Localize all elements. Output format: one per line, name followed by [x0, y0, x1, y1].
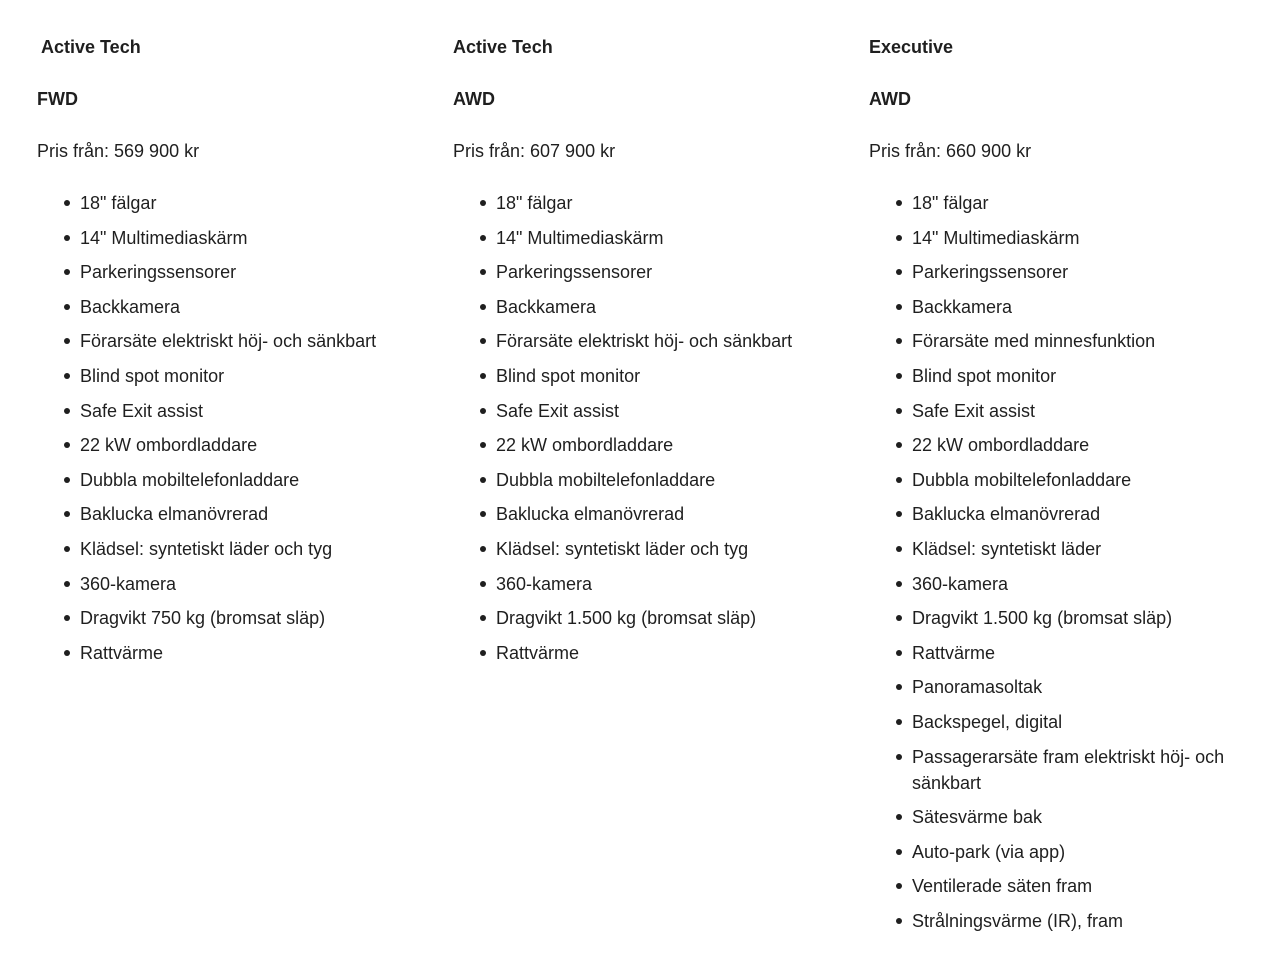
feature-item: Rattvärme — [496, 640, 853, 666]
feature-item: Backkamera — [496, 294, 853, 320]
feature-item: Rattvärme — [80, 640, 437, 666]
feature-item: Ventilerade säten fram — [912, 873, 1249, 899]
trim-column-active-tech-fwd — [37, 34, 437, 674]
feature-list — [453, 190, 853, 666]
feature-item: Baklucka elmanövrerad — [80, 501, 437, 527]
feature-item: 360-kamera — [912, 571, 1249, 597]
feature-item: 14" Multimediaskärm — [496, 225, 853, 251]
feature-item: 360-kamera — [496, 571, 853, 597]
feature-item: Auto-park (via app) — [912, 839, 1249, 865]
feature-item: Dragvikt 750 kg (bromsat släp) — [80, 605, 437, 631]
feature-item: Dubbla mobiltelefonladdare — [912, 467, 1249, 493]
feature-item: Backkamera — [912, 294, 1249, 320]
feature-item: Klädsel: syntetiskt läder — [912, 536, 1249, 562]
feature-item: Baklucka elmanövrerad — [496, 501, 853, 527]
feature-item: Blind spot monitor — [496, 363, 853, 389]
feature-item: Safe Exit assist — [80, 398, 437, 424]
feature-item: Blind spot monitor — [912, 363, 1249, 389]
price-from: Pris från: 569 900 kr — [37, 141, 200, 161]
price-from: Pris från: 607 900 kr — [453, 141, 616, 161]
drive-type: AWD — [869, 89, 911, 109]
feature-item: Klädsel: syntetiskt läder och tyg — [80, 536, 437, 562]
feature-item: Dubbla mobiltelefonladdare — [496, 467, 853, 493]
feature-item: Strålningsvärme (IR), fram — [912, 908, 1249, 934]
feature-item: 22 kW ombordladdare — [496, 432, 853, 458]
feature-item: Dubbla mobiltelefonladdare — [80, 467, 437, 493]
feature-item: 360-kamera — [80, 571, 437, 597]
feature-item: Parkeringssensorer — [80, 259, 437, 285]
feature-item: Parkeringssensorer — [496, 259, 853, 285]
drive-type: AWD — [453, 89, 495, 109]
feature-item: 18" fälgar — [912, 190, 1249, 216]
feature-item: Safe Exit assist — [912, 398, 1249, 424]
feature-item: Backkamera — [80, 294, 437, 320]
feature-item: Passagerarsäte fram elektriskt höj- och sänkbart — [912, 744, 1249, 796]
feature-item: Parkeringssensorer — [912, 259, 1249, 285]
feature-item: Sätesvärme bak — [912, 804, 1249, 830]
feature-item: Blind spot monitor — [80, 363, 437, 389]
feature-item: 22 kW ombordladdare — [80, 432, 437, 458]
feature-item: Förarsäte elektriskt höj- och sänkbart — [496, 328, 853, 354]
trim-name: Executive — [869, 37, 954, 57]
trim-name: Active Tech — [453, 37, 553, 57]
feature-item: Rattvärme — [912, 640, 1249, 666]
feature-item: Förarsäte elektriskt höj- och sänkbart — [80, 328, 437, 354]
feature-item: Backspegel, digital — [912, 709, 1249, 735]
trim-column-executive-awd — [869, 34, 1249, 942]
feature-item: Dragvikt 1.500 kg (bromsat släp) — [912, 605, 1249, 631]
feature-item: 14" Multimediaskärm — [80, 225, 437, 251]
price-from: Pris från: 660 900 kr — [869, 141, 1032, 161]
feature-list — [869, 190, 1249, 934]
drive-type: FWD — [37, 89, 78, 109]
feature-item: 14" Multimediaskärm — [912, 225, 1249, 251]
feature-item: Dragvikt 1.500 kg (bromsat släp) — [496, 605, 853, 631]
feature-item: Panoramasoltak — [912, 674, 1249, 700]
feature-item: 22 kW ombordladdare — [912, 432, 1249, 458]
trim-column-active-tech-awd — [453, 34, 853, 674]
feature-item: Baklucka elmanövrerad — [912, 501, 1249, 527]
feature-item: Förarsäte med minnesfunktion — [912, 328, 1249, 354]
feature-item: Safe Exit assist — [496, 398, 853, 424]
feature-item: 18" fälgar — [80, 190, 437, 216]
trim-name: Active Tech — [41, 37, 141, 57]
feature-item: 18" fälgar — [496, 190, 853, 216]
feature-list — [37, 190, 437, 666]
feature-item: Klädsel: syntetiskt läder och tyg — [496, 536, 853, 562]
